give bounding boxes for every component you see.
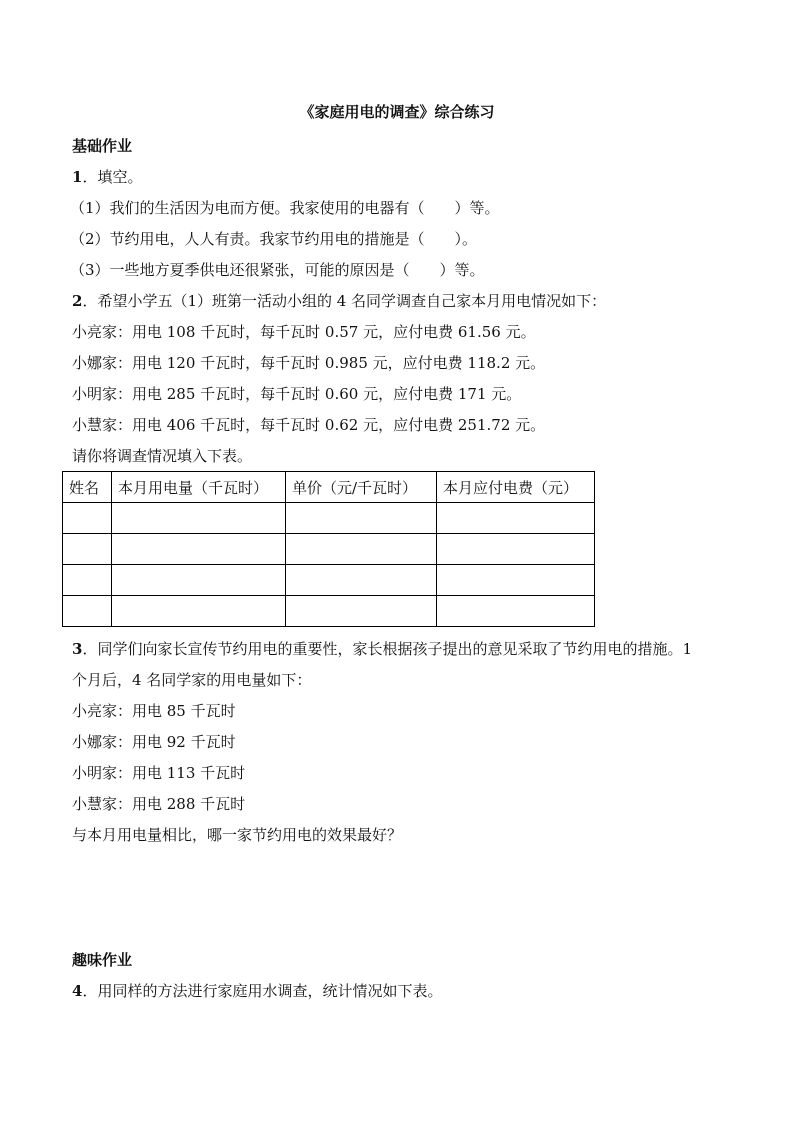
table-cell[interactable] [437,503,595,534]
table-cell[interactable] [286,503,437,534]
table-row [63,534,595,565]
question-3-text: ．同学们向家长宣传节约用电的重要性，家长根据孩子提出的意见采取了节约用电的措施。1 [82,640,692,658]
question-3-number: 3 [72,640,83,658]
question-4-number: 4 [72,982,83,1000]
question-1-text: ．填空。 [82,168,143,186]
question-3-item: 小慧家：用电 288 千瓦时 [72,795,246,813]
question-2-instruction: 请你将调查情况填入下表。 [72,447,253,465]
question-1-item: （3）一些地方夏季供电还很紧张，可能的原因是（ ）等。 [70,261,485,279]
table-cell[interactable] [63,534,112,565]
section-heading-fun: 趣味作业 [72,951,133,969]
question-1 [72,166,142,187]
question-2-item: 小亮家：用电 108 千瓦时，每千瓦时 0.57 元，应付电费 61.56 元。 [72,323,536,341]
table-header-cell: 本月应付电费（元） [437,472,595,503]
table-cell[interactable] [437,534,595,565]
page-title: 《家庭用电的调查》综合练习 [299,103,495,121]
table-row [63,503,595,534]
table-row [63,565,595,596]
electricity-survey-table [62,471,595,627]
question-1-item: （2）节约用电，人人有责。我家节约用电的措施是（ ）。 [70,230,478,248]
table-cell[interactable] [286,565,437,596]
table-cell[interactable] [286,534,437,565]
question-2-text: ．希望小学五（1）班第一活动小组的 4 名同学调查自己家本月用电情况如下： [82,292,607,310]
table-row [63,596,595,627]
question-2-item: 小娜家：用电 120 千瓦时，每千瓦时 0.985 元，应付电费 118.2 元。 [72,354,546,372]
question-3-question: 与本月用电量相比，哪一家节约用电的效果最好？ [72,826,403,844]
table-header-cell: 本月用电量（千瓦时） [112,472,286,503]
table-cell[interactable] [63,503,112,534]
question-3 [72,638,692,659]
question-3-item: 小明家：用电 113 千瓦时 [72,764,246,782]
table-header-cell: 单价（元/千瓦时） [286,472,437,503]
question-1-item: （1）我们的生活因为电而方便。我家使用的电器有（ ）等。 [70,199,500,217]
table-header-cell: 姓名 [63,472,112,503]
table-header-row [63,472,595,503]
question-2 [72,290,606,311]
question-4-text: ．用同样的方法进行家庭用水调查，统计情况如下表。 [82,982,443,1000]
table-cell[interactable] [112,565,286,596]
question-3-text-continued: 个月后，4 名同学家的用电量如下： [72,671,312,689]
question-3-item: 小亮家：用电 85 千瓦时 [72,702,236,720]
table-cell[interactable] [112,503,286,534]
section-heading-basic: 基础作业 [72,137,133,155]
question-2-item: 小慧家：用电 406 千瓦时，每千瓦时 0.62 元，应付电费 251.72 元。 [72,416,546,434]
question-2-item: 小明家：用电 285 千瓦时，每千瓦时 0.60 元，应付电费 171 元。 [72,385,522,403]
question-4 [72,980,442,1001]
table-cell[interactable] [63,596,112,627]
table-cell[interactable] [286,596,437,627]
table-cell[interactable] [63,565,112,596]
question-3-item: 小娜家：用电 92 千瓦时 [72,733,236,751]
table-cell[interactable] [112,596,286,627]
question-2-number: 2 [72,292,83,310]
question-1-number: 1 [72,168,83,186]
table-cell[interactable] [437,596,595,627]
table-cell[interactable] [112,534,286,565]
table-cell[interactable] [437,565,595,596]
